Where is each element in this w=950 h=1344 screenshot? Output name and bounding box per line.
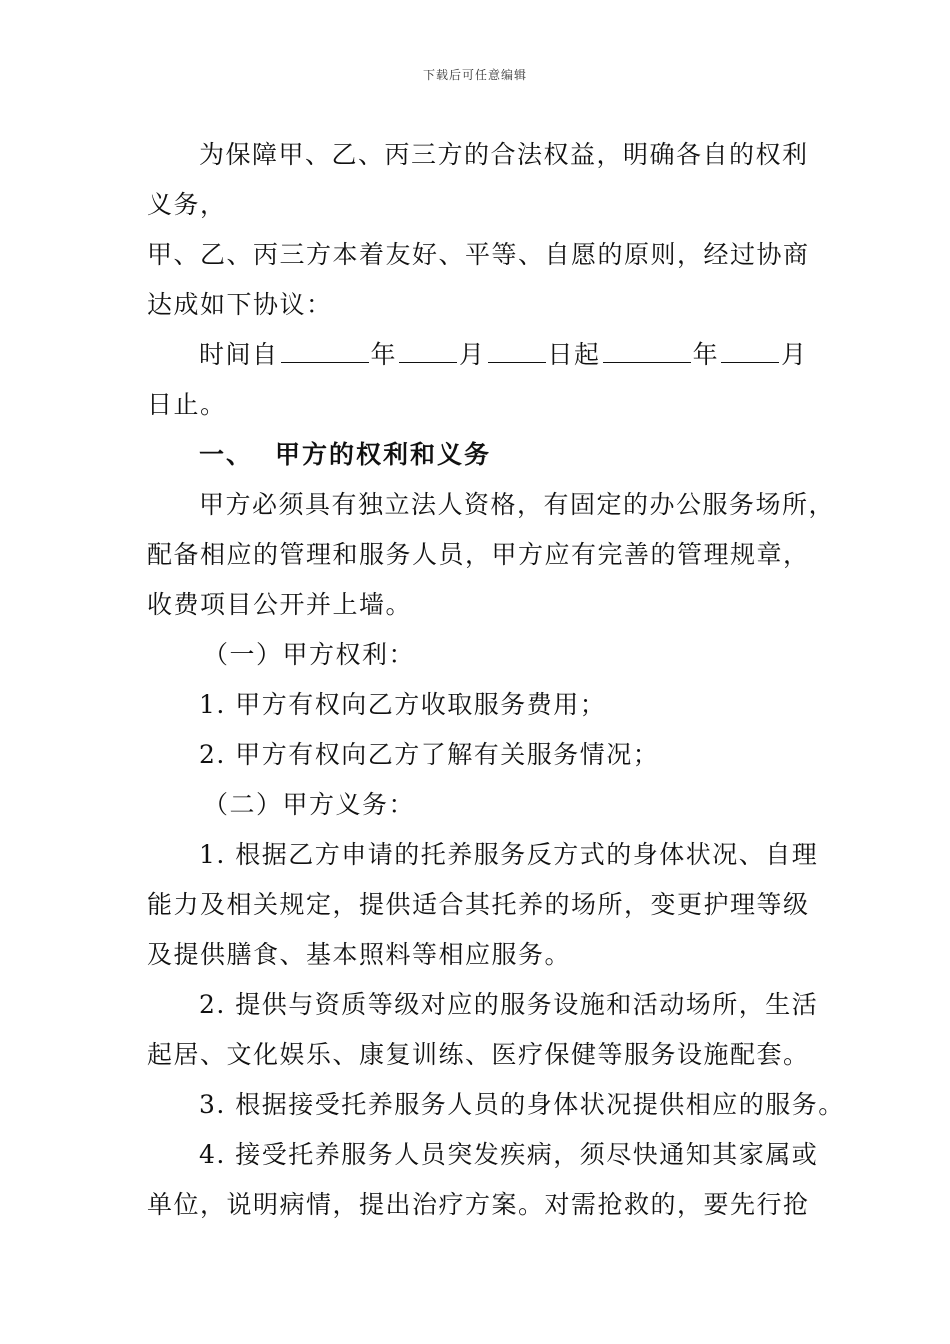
duties-item-line: 单位，说明病情，提出治疗方案。对需抢救的，要先行抢 (147, 1190, 810, 1219)
preamble-line: 甲、乙、丙三方本着友好、平等、自愿的原则，经过协商 (147, 240, 810, 269)
section-title: 甲方的权利和义务 (275, 440, 492, 469)
period-prefix: 时间自 (199, 340, 279, 369)
end-year-blank[interactable] (603, 336, 691, 363)
preamble-line: 达成如下协议： (147, 290, 333, 319)
duties-item-line: 能力及相关规定，提供适合其托养的场所，变更护理等级 (147, 890, 810, 919)
period-year-label: 年 (370, 340, 398, 369)
duties-item-line: 2. 提供与资质等级对应的服务设施和活动场所，生活 (199, 990, 819, 1019)
duties-item-line: 1. 根据乙方申请的托养服务反方式的身体状况、自理 (199, 840, 819, 869)
section-number: 一、 (199, 440, 254, 469)
section-intro-line: 配备相应的管理和服务人员，甲方应有完善的管理规章， (147, 540, 810, 569)
section-intro-line: 甲方必须具有独立法人资格，有固定的办公服务场所， (199, 490, 836, 519)
document-body (147, 130, 845, 1230)
duties-item-line: 及提供膳食、基本照料等相应服务。 (147, 940, 572, 969)
rights-item: 1. 甲方有权向乙方收取服务费用； (199, 690, 607, 719)
section-heading (147, 430, 812, 480)
preamble-line: 为保障甲、乙、丙三方的合法权益，明确各自的权利 (199, 140, 809, 169)
start-year-blank[interactable] (281, 336, 369, 363)
rights-item: 2. 甲方有权向乙方了解有关服务情况； (199, 740, 660, 769)
start-day-blank[interactable] (488, 336, 546, 363)
end-month-blank[interactable] (721, 336, 779, 363)
duties-item-line: 4. 接受托养服务人员突发疾病，须尽快通知其家属或 (199, 1140, 819, 1169)
duties-item-line: 3. 根据接受托养服务人员的身体状况提供相应的服务。 (199, 1090, 845, 1119)
section-intro-line: 收费项目公开并上墙。 (147, 590, 413, 619)
period-month-label: 月 (781, 340, 808, 369)
period-year-label: 年 (692, 340, 720, 369)
header-note: 下载后可任意编辑 (422, 68, 527, 82)
preamble-line: 义务， (147, 190, 227, 219)
start-month-blank[interactable] (399, 336, 457, 363)
period-line (147, 330, 812, 380)
duties-item-line: 起居、文化娱乐、康复训练、医疗保健等服务设施配套。 (147, 1040, 810, 1069)
period-month-label: 月 (459, 340, 486, 369)
rights-heading: （一）甲方权利： (203, 640, 416, 669)
period-end: 日止。 (147, 390, 227, 419)
period-day-from-label: 日起 (547, 340, 601, 369)
duties-heading: （二）甲方义务： (203, 790, 416, 819)
